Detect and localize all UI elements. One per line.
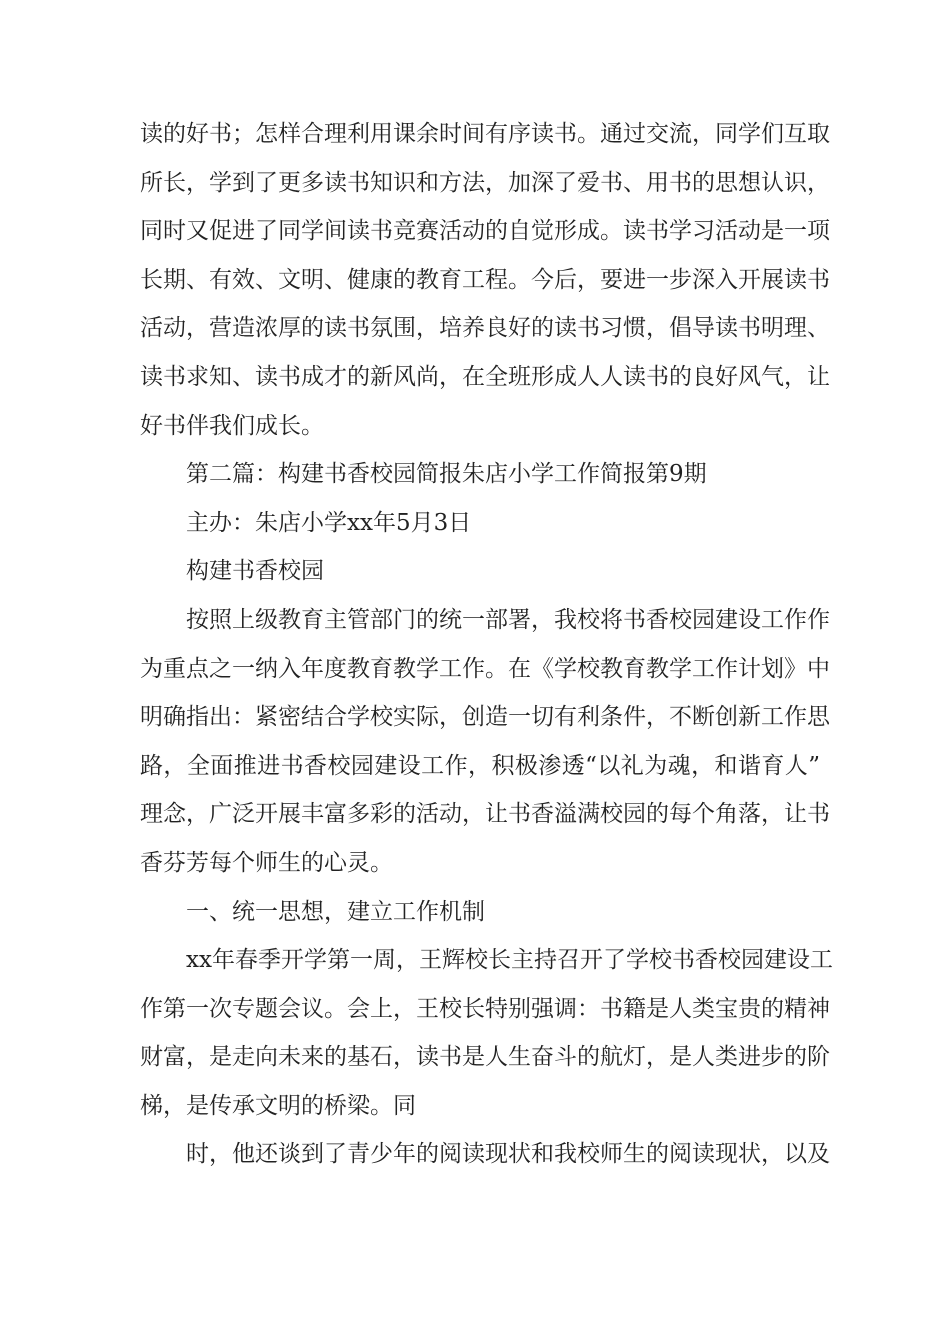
text-line: 明确指出：紧密结合学校实际，创造一切有利条件，不断创新工作思 [140,704,830,731]
text-line: xx年春季开学第一周，王辉校长主持召开了学校书香校园建设工 [186,947,833,974]
text-line: 为重点之一纳入年度教育教学工作。在《学校教育教学工作计划》中 [140,655,830,682]
article-title: 构建书香校园 [186,558,324,585]
text-line: 作第一次专题会议。会上，王校长特别强调：书籍是人类宝贵的精神 [140,995,830,1022]
text-line: 时，他还谈到了青少年的阅读现状和我校师生的阅读现状，以及 [186,1141,830,1168]
text-line: 读的好书；怎样合理利用课余时间有序读书。通过交流，同学们互取 [140,121,830,147]
text-line: 梯，是传承文明的桥梁。同 [140,1092,416,1119]
text-line: 读书求知、读书成才的新风尚，在全班形成人人读书的良好风气，让 [140,363,830,390]
text-line: 香芬芳每个师生的心灵。 [140,849,393,876]
subsection-heading: 一、统一思想，建立工作机制 [186,898,485,925]
text-line: 活动，营造浓厚的读书氛围，培养良好的读书习惯，倡导读书明理、 [140,315,830,342]
text-line: 所长，学到了更多读书知识和方法，加深了爱书、用书的思想认识， [140,169,830,196]
text-line: 按照上级教育主管部门的统一部署，我校将书香校园建设工作作 [186,606,830,633]
section-heading: 第二篇：构建书香校园简报朱店小学工作简报第9期 [186,461,707,488]
text-line: 路，全面推进书香校园建设工作，积极渗透“以礼为魂，和谐育人” [140,752,820,779]
document-body [140,110,833,1179]
text-line: 长期、有效、文明、健康的教育工程。今后，要进一步深入开展读书 [140,266,830,293]
text-line: 同时又促进了同学间读书竞赛活动的自觉形成。读书学习活动是一项 [140,218,830,245]
text-line: 好书伴我们成长。 [140,412,324,439]
text-line: 理念，广泛开展丰富多彩的活动，让书香溢满校园的每个角落，让书 [140,801,830,828]
sponsor-line: 主办：朱店小学xx年5月3日 [186,509,472,536]
text-line: 财富，是走向未来的基石，读书是人生奋斗的航灯，是人类进步的阶 [140,1044,830,1071]
